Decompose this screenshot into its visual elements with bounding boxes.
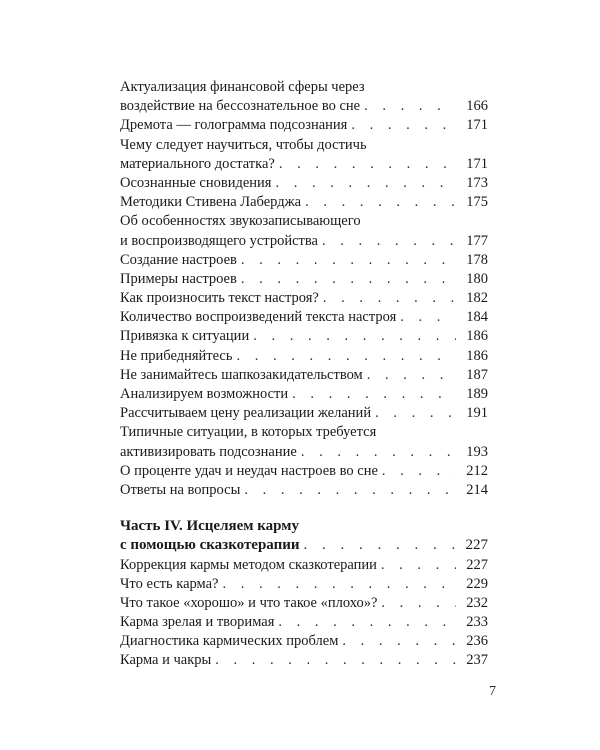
toc-entry-title: Что такое «хорошо» и что такое «плохо»?	[120, 594, 378, 611]
toc-entry-title: Осознанные сновидения	[120, 174, 272, 191]
dot-leader	[305, 193, 456, 212]
dot-leader	[342, 632, 456, 651]
toc-entry	[120, 575, 488, 594]
dot-leader	[381, 556, 456, 575]
toc-page-number: 180	[466, 270, 488, 287]
toc-entry	[120, 613, 488, 632]
toc-entry-title: Дремота — голограмма подсознания	[120, 117, 348, 134]
toc-entry-title: Карма и чакры	[120, 652, 212, 669]
dot-leader	[241, 270, 456, 289]
dot-leader	[375, 404, 456, 423]
toc-part-title: с помощью сказкотерапии	[120, 537, 300, 554]
dot-leader	[351, 116, 456, 135]
toc-entry-title: Рассчитываем цену реализации желаний	[120, 405, 372, 422]
toc-page-number: 186	[466, 347, 488, 364]
toc-entry-title: Что есть карма?	[120, 575, 219, 592]
toc-entry	[120, 632, 488, 651]
page-number: 7	[489, 684, 496, 699]
toc-page-number: 178	[466, 251, 488, 268]
toc-entry-title: Коррекция кармы методом сказкотерапии	[120, 556, 377, 573]
toc-page-number: 171	[466, 117, 488, 134]
toc-entry	[120, 594, 488, 613]
toc-entry-title: Не занимайтесь шапкозакидательством	[120, 366, 363, 383]
toc-page-number: 229	[466, 575, 488, 592]
dot-leader	[367, 366, 456, 385]
toc-entry-title: Карма зрелая и творимая	[120, 614, 275, 631]
dot-leader	[292, 385, 456, 404]
toc-entry-title: О проценте удач и неудач настроев во сне	[120, 462, 378, 479]
toc-entry	[120, 423, 488, 461]
toc-entry-title: Как произносить текст настроя?	[120, 290, 319, 307]
toc-entry	[120, 289, 488, 308]
toc-entry	[120, 481, 488, 500]
dot-leader	[278, 613, 456, 632]
toc-page-number: 177	[466, 232, 488, 249]
dot-leader	[322, 232, 456, 251]
dot-leader	[275, 174, 456, 193]
toc-part-heading	[120, 517, 488, 555]
toc-page-number: 227	[466, 556, 488, 573]
dot-leader	[244, 481, 456, 500]
toc-entry	[120, 136, 488, 174]
toc-entry	[120, 270, 488, 289]
dot-leader	[382, 462, 456, 481]
toc-page-number: 187	[466, 366, 488, 383]
toc-entry	[120, 212, 488, 250]
dot-leader	[236, 347, 456, 366]
toc-entry-title: Анализируем возможности	[120, 386, 289, 402]
toc-entry	[120, 404, 488, 423]
toc-page-number: 193	[466, 443, 488, 460]
toc-entry-title: Об особенностях звукозаписывающего	[120, 213, 361, 230]
toc-page-number: 171	[466, 155, 488, 172]
toc-entry	[120, 462, 488, 481]
toc-entry	[120, 251, 488, 270]
toc-entry-title: и воспроизводящего устройства	[120, 232, 318, 249]
toc-page-number: 227	[465, 537, 488, 554]
toc-entry	[120, 366, 488, 385]
dot-leader	[364, 97, 456, 116]
toc-page-number: 173	[466, 174, 488, 191]
toc-entry-title: Методики Стивена Лаберджа	[120, 194, 302, 211]
toc-entry-title: Диагностика кармических проблем	[120, 633, 339, 650]
dot-leader	[279, 155, 456, 174]
toc-entry	[120, 556, 488, 575]
toc-entry-title: Привязка к ситуации	[120, 328, 250, 345]
toc-entry	[120, 651, 488, 670]
toc-entry-title: Чему следует научиться, чтобы достичь	[120, 136, 367, 153]
toc-page-number: 175	[466, 194, 488, 211]
dot-leader	[301, 443, 456, 462]
toc-entry	[120, 347, 488, 366]
dot-leader	[323, 289, 456, 308]
toc-entry-title: Типичные ситуации, в которых требуется	[120, 424, 377, 441]
toc-page-number: 166	[466, 98, 488, 115]
toc-page-number: 232	[466, 594, 488, 611]
toc-entry	[120, 78, 488, 116]
toc-entry-title: Количество воспроизведений текста настроя	[120, 309, 397, 326]
toc-page-number: 237	[466, 652, 488, 669]
dot-leader	[223, 575, 457, 594]
dot-leader	[400, 308, 456, 327]
toc-page-number: 191	[466, 405, 488, 422]
toc-entry	[120, 174, 488, 193]
toc-entry-title: Создание настроев	[120, 251, 237, 268]
toc-entry-title: Актуализация финансовой сферы через	[120, 79, 365, 95]
toc-entry	[120, 385, 488, 404]
toc-page-number: 182	[466, 290, 488, 307]
table-of-contents	[120, 78, 488, 671]
toc-page-number: 236	[466, 633, 488, 650]
toc-entry	[120, 308, 488, 327]
toc-page-number: 189	[466, 386, 488, 402]
toc-page-number: 186	[466, 328, 488, 345]
toc-entry-title: материального достатка?	[120, 155, 275, 172]
dot-leader	[215, 651, 456, 670]
toc-entry-title: воздействие на бессознательное во сне	[120, 98, 361, 115]
dot-leader	[304, 536, 456, 555]
toc-entry-title: Не прибедняйтесь	[120, 347, 233, 364]
dot-leader	[253, 327, 456, 346]
toc-entry-title: Ответы на вопросы	[120, 481, 241, 498]
dot-leader	[381, 594, 456, 613]
toc-entry-title: Примеры настроев	[120, 270, 237, 287]
toc-part-title: Часть IV. Исцеляем карму	[120, 518, 299, 535]
toc-entry-title: активизировать подсознание	[120, 443, 297, 460]
toc-page-number: 233	[466, 614, 488, 631]
dot-leader	[241, 251, 456, 270]
toc-page-number: 184	[466, 309, 488, 326]
toc-page-number: 212	[466, 462, 488, 479]
toc-entry	[120, 327, 488, 346]
toc-page-number: 214	[466, 481, 488, 498]
toc-entry	[120, 193, 488, 212]
toc-entry	[120, 116, 488, 135]
